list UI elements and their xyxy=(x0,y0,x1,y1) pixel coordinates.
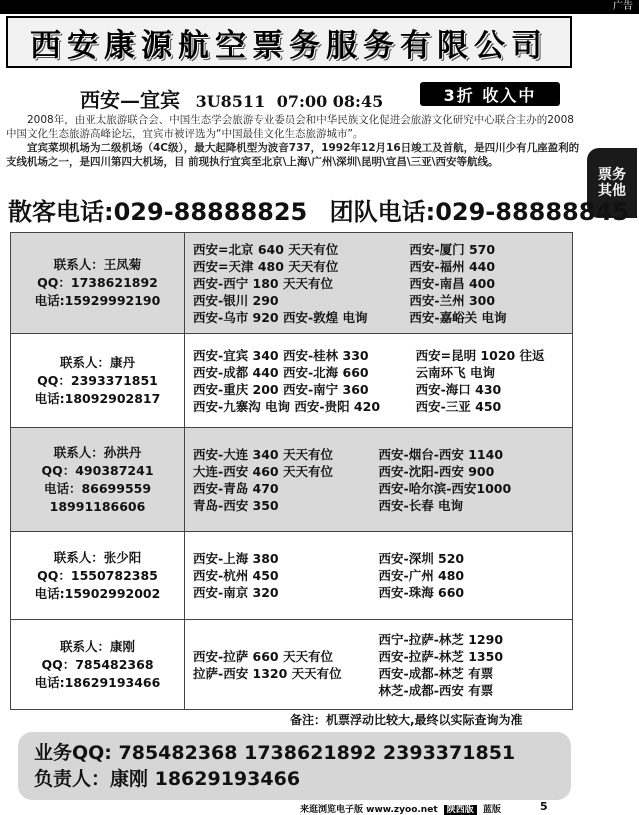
route-line: 西宁-拉萨-林芝 1290 xyxy=(378,631,504,647)
bottom-contact-box xyxy=(18,732,571,800)
route-line: 西安-兰州 300 xyxy=(409,292,496,308)
intro-paragraph-1: 2008年，由亚太旅游联合会、中国生态学会旅游专业委员会和中华民族文化促进会旅游文化研究中心联合主办的2008中国文化生态旅游高峰论坛，宜宾市被评选为“中国最佳文化生态旅游城市”。 xyxy=(6,114,574,140)
flight-route: 西安—宜宾 xyxy=(80,88,180,112)
business-qq: 业务QQ: 785482368 1738621892 2393371851 xyxy=(34,742,516,764)
footer-text: 来逛浏览电子版 www.zyoo.net xyxy=(300,805,438,815)
route-line: 西安-银川 290 xyxy=(193,292,279,308)
route-line: 西安-拉萨-林芝 1350 xyxy=(378,648,504,664)
manager-contact: 负责人：康刚 18629193466 xyxy=(34,768,301,790)
contact-tel: 电话：86699559 xyxy=(43,480,152,496)
routes-cell xyxy=(185,620,572,709)
route-line: 大连-西安 460 天天有位 xyxy=(193,463,333,479)
contact-qq: QQ：785482368 xyxy=(41,656,154,672)
fare-table xyxy=(10,232,573,710)
routes-cell xyxy=(185,532,572,619)
route-line: 西安-嘉峪关 电询 xyxy=(409,309,507,325)
contact-cell xyxy=(11,334,185,427)
flight-number: 3U8511 xyxy=(195,92,266,111)
route-line: 西安-长春 电询 xyxy=(378,497,464,513)
route-line: 西安-成都 440 西安-北海 660 xyxy=(193,364,369,380)
group-phone: 团队电话:029-88888845 xyxy=(329,198,629,226)
contact-cell xyxy=(11,428,185,531)
route-line: 西安-深圳 520 xyxy=(378,551,465,566)
flight-time: 07:00 08:45 xyxy=(276,92,384,111)
ad-tag: 广告 xyxy=(613,1,633,12)
route-line: 西安-宜宾 340 西安-桂林 330 xyxy=(193,347,369,363)
top-bar xyxy=(0,0,639,14)
contact-cell xyxy=(11,233,185,333)
route-line: 西安-沈阳-西安 900 xyxy=(378,463,495,479)
page-number: 5 xyxy=(540,800,548,813)
footer xyxy=(300,802,501,815)
route-line: 拉萨-西安 1320 天天有位 xyxy=(193,665,342,681)
route-line: 云南环飞 电询 xyxy=(415,364,495,380)
routes-col xyxy=(379,432,565,527)
fare-row xyxy=(11,333,572,427)
intro-paragraph-2: 宜宾菜坝机场为二级机场（4C级），最大起降机型为波音737，1992年12月16日竣工及首航，是四川少有几座盈利的支线机场之一，是四川第四大机场，目 前现执行宜宾至北京\上海\广州\深圳\昆明\宜昌\三亚\西安等航线。 xyxy=(6,142,580,168)
routes-cell xyxy=(185,334,572,427)
route-line: 西安-厦门 570 xyxy=(409,241,496,257)
route-line: 西安-成都-林芝 有票 xyxy=(378,665,494,681)
fare-row xyxy=(11,427,572,531)
contact-cell xyxy=(11,532,185,619)
route-line: 西安-三亚 450 xyxy=(415,398,502,414)
route-line: 西安-乌市 920 西安-敦煌 电询 xyxy=(193,309,368,325)
routes-col xyxy=(193,536,379,615)
contact-tel: 电话:15929992190 xyxy=(34,293,161,308)
route-line: 西安-杭州 450 xyxy=(193,568,279,583)
contact-qq: QQ：1550782385 xyxy=(37,567,158,583)
route-line: 西安-哈尔滨-西安1000 xyxy=(378,480,512,496)
footer-edition: 蓝版 xyxy=(482,805,501,815)
route-line: 西安-重庆 200 西安-南宁 360 xyxy=(193,381,369,397)
company-name: 西安康源航空票务服务有限公司 xyxy=(30,27,548,64)
fare-row xyxy=(11,531,572,619)
phone-banner xyxy=(8,192,639,227)
route-line: 西安=天津 480 天天有位 xyxy=(193,258,339,274)
route-line: 西安-南昌 400 xyxy=(409,275,496,291)
route-line: 西安=北京 640 天天有位 xyxy=(193,241,339,257)
routes-col xyxy=(193,338,416,423)
route-line: 西安-西宁 180 天天有位 xyxy=(193,275,333,291)
contact-qq: QQ：490387241 xyxy=(41,462,154,478)
routes-col xyxy=(379,624,565,705)
promo-badge: 3折 收入中 xyxy=(420,82,560,106)
route-line: 西安-烟台-西安 1140 xyxy=(378,446,504,462)
route-line: 西安-大连 340 天天有位 xyxy=(193,446,333,462)
routes-col xyxy=(379,536,565,615)
contact-qq: QQ：1738621892 xyxy=(37,275,158,290)
route-line: 西安-海口 430 xyxy=(415,381,502,397)
contact-qq: QQ：2393371851 xyxy=(37,372,158,388)
retail-phone: 散客电话:029-88888825 xyxy=(8,198,308,226)
contact-tel: 电话:15902992002 xyxy=(34,585,161,601)
contact-name: 联系人：王凤菊 xyxy=(53,257,142,272)
contact-cell xyxy=(11,620,185,709)
contact-name: 联系人：张少阳 xyxy=(53,549,142,565)
route-line: 西安=昆明 1020 往返 xyxy=(415,347,545,363)
contact-name: 联系人：康刚 xyxy=(59,638,135,654)
side-tab: 票务其他 xyxy=(587,148,637,218)
fare-row xyxy=(11,619,572,709)
company-banner xyxy=(6,16,572,68)
footer-edition-box: 陕西版 xyxy=(444,805,477,815)
contact-tel: 电话:18092902817 xyxy=(34,390,161,406)
routes-cell xyxy=(185,233,572,333)
route-line: 西安-上海 380 xyxy=(193,551,279,566)
contact-tel: 电话:18629193466 xyxy=(34,674,161,690)
routes-cell xyxy=(185,428,572,531)
route-line: 西安-拉萨 660 天天有位 xyxy=(193,648,333,664)
remark-note: 备注：机票浮动比较大,最终以实际查询为准 xyxy=(290,713,523,727)
routes-col xyxy=(409,237,564,329)
routes-col xyxy=(193,237,409,329)
routes-col xyxy=(193,624,379,705)
route-line: 西安-南京 320 xyxy=(193,585,279,600)
fare-row xyxy=(11,233,572,333)
route-line: 西安-青岛 470 xyxy=(193,480,279,496)
contact-tel-2: 18991186606 xyxy=(49,498,146,514)
routes-col xyxy=(416,338,564,423)
route-line: 西安-珠海 660 xyxy=(378,585,465,600)
route-line: 林芝-成都-西安 有票 xyxy=(378,682,494,698)
routes-col xyxy=(193,432,379,527)
featured-flight xyxy=(80,84,383,113)
intro-text xyxy=(6,113,581,169)
route-line: 青岛-西安 350 xyxy=(193,497,279,513)
route-line: 西安-福州 440 xyxy=(409,258,496,274)
route-line: 西安-广州 480 xyxy=(378,568,465,583)
route-line: 西安-九寨沟 电询 西安-贵阳 420 xyxy=(193,398,381,414)
contact-name: 联系人：康丹 xyxy=(59,354,135,370)
contact-name: 联系人：孙洪丹 xyxy=(53,444,142,460)
